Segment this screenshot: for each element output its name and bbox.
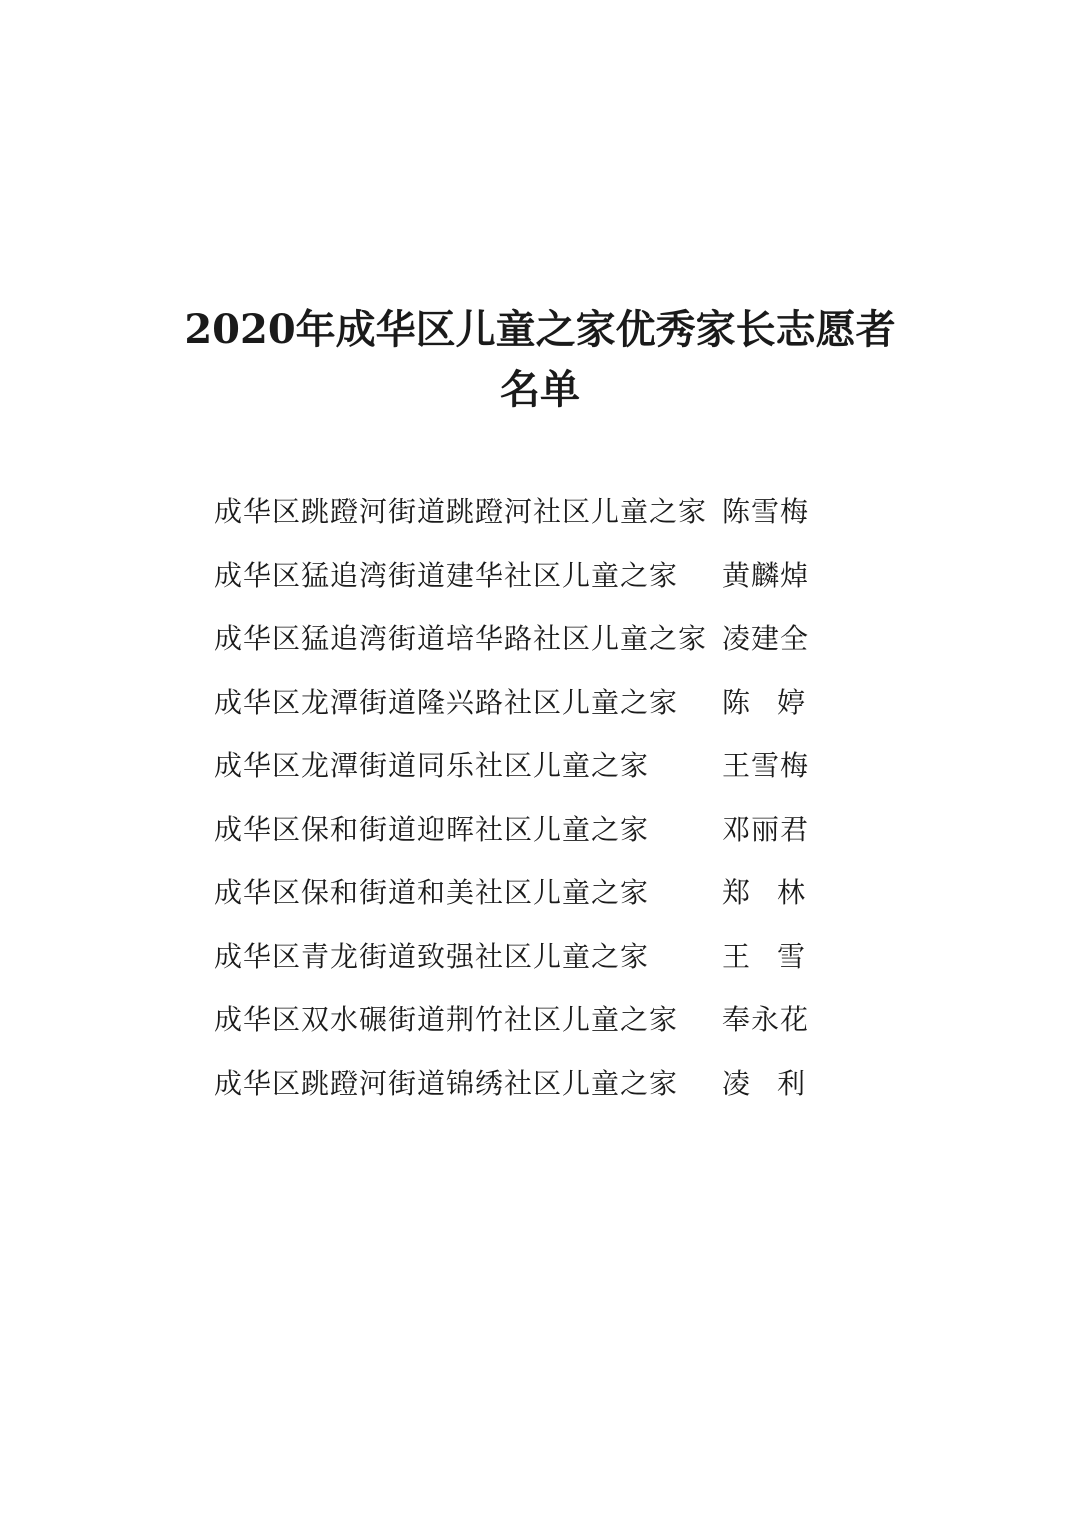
list-item	[214, 994, 834, 1058]
list-item	[214, 486, 834, 550]
volunteer-name: 奉永花	[722, 1003, 810, 1036]
org-name: 成华区保和街道迎晖社区儿童之家	[214, 812, 650, 846]
document-title-continued: 名单	[500, 366, 580, 413]
list-item	[214, 804, 834, 868]
volunteer-name: 陈雪梅	[722, 495, 810, 528]
org-name: 成华区龙潭街道同乐社区儿童之家	[214, 749, 650, 782]
volunteer-list	[214, 486, 834, 1121]
list-item	[214, 931, 834, 995]
volunteer-name: 凌 利	[722, 1066, 806, 1100]
list-item	[214, 740, 834, 804]
volunteer-name: 陈 婷	[722, 685, 806, 719]
list-item	[214, 677, 834, 741]
volunteer-name: 黄麟焯	[722, 558, 810, 592]
org-name: 成华区保和街道和美社区儿童之家	[214, 876, 650, 909]
list-item	[214, 613, 834, 677]
org-name: 成华区猛追湾街道建华社区儿童之家	[214, 558, 679, 592]
volunteer-name: 郑 林	[722, 876, 806, 909]
document-title: 2020年成华区儿童之家优秀家长志愿者	[184, 306, 896, 353]
volunteer-name: 凌建全	[722, 622, 810, 655]
org-name: 成华区跳蹬河街道锦绣社区儿童之家	[214, 1066, 679, 1100]
volunteer-name: 王 雪	[722, 939, 806, 973]
volunteer-name: 邓丽君	[722, 812, 810, 846]
org-name: 成华区跳蹬河街道跳蹬河社区儿童之家	[214, 495, 708, 528]
org-name: 成华区猛追湾街道培华路社区儿童之家	[214, 622, 708, 655]
volunteer-name: 王雪梅	[722, 749, 810, 782]
list-item	[214, 867, 834, 931]
list-item	[214, 550, 834, 614]
org-name: 成华区龙潭街道隆兴路社区儿童之家	[214, 685, 679, 719]
org-name: 成华区双水碾街道荆竹社区儿童之家	[214, 1003, 679, 1036]
org-name: 成华区青龙街道致强社区儿童之家	[214, 939, 650, 973]
list-item	[214, 1058, 834, 1122]
